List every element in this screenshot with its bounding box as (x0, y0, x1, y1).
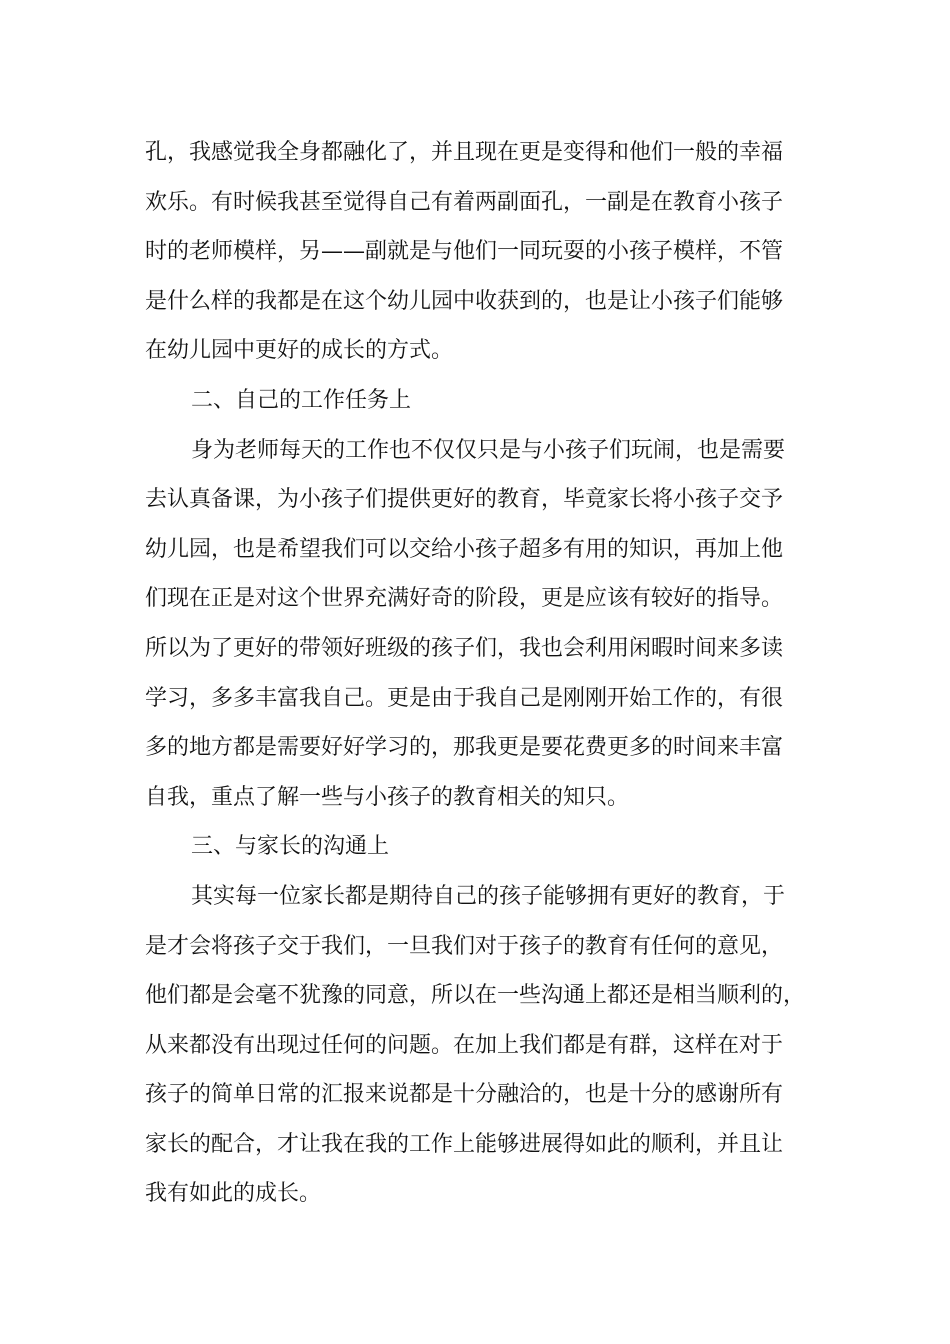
text-line: 时的老师模样，另——副就是与他们一同玩耍的小孩子模样，不管 (145, 239, 784, 265)
text-line: 们现在正是对这个世界充满好奇的阶段，更是应该有较好的指导。 (145, 586, 784, 612)
text-line: 我有如此的成长。 (145, 1181, 322, 1207)
text-line: 自我，重点了解一些与小孩子的教育相关的知只。 (145, 784, 630, 810)
text-line: 他们都是会毫不犹豫的同意，所以在一些沟通上都还是相当顺利的， (145, 983, 806, 1009)
text-line: 身为老师每天的工作也不仅仅只是与小孩子们玩闹，也是需要 (191, 437, 786, 463)
text-line: 学习，多多丰富我自己。更是由于我自己是刚刚开始工作的，有很 (145, 685, 784, 711)
text-line: 三、与家长的沟通上 (191, 834, 390, 860)
text-line: 孩子的简单日常的汇报来说都是十分融洽的，也是十分的感谢所有 (145, 1082, 784, 1108)
text-line: 从来都没有出现过任何的问题。在加上我们都是有群，这样在对于 (145, 1032, 784, 1058)
text-line: 家长的配合，才让我在我的工作上能够进展得如此的顺利，并且让 (145, 1131, 784, 1157)
text-line: 是才会将孩子交于我们，一旦我们对于孩子的教育有任何的意见， (145, 933, 784, 959)
text-line: 孔，我感觉我全身都融化了，并且现在更是变得和他们一般的幸福 (145, 140, 784, 165)
text-line: 二、自己的工作任务上 (191, 387, 412, 413)
text-line: 去认真备课，为小孩子们提供更好的教育，毕竟家长将小孩子交予 (145, 487, 784, 513)
text-line: 所以为了更好的带领好班级的孩子们，我也会利用闲暇时间来多读 (145, 635, 784, 661)
text-line: 是什么样的我都是在这个幼儿园中收获到的，也是让小孩子们能够 (145, 288, 784, 314)
text-line: 多的地方都是需要好好学习的，那我更是要花费更多的时间来丰富 (145, 735, 784, 761)
text-line: 在幼儿园中更好的成长的方式。 (145, 338, 454, 364)
text-line: 幼儿园，也是希望我们可以交给小孩子超多有用的知识，再加上他 (145, 536, 784, 562)
document-body (145, 128, 810, 1219)
text-line: 其实每一位家长都是期待自己的孩子能够拥有更好的教育，于 (191, 883, 786, 909)
text-line: 欢乐。有时候我甚至觉得自己有着两副面孔，一副是在教育小孩子 (145, 189, 784, 215)
